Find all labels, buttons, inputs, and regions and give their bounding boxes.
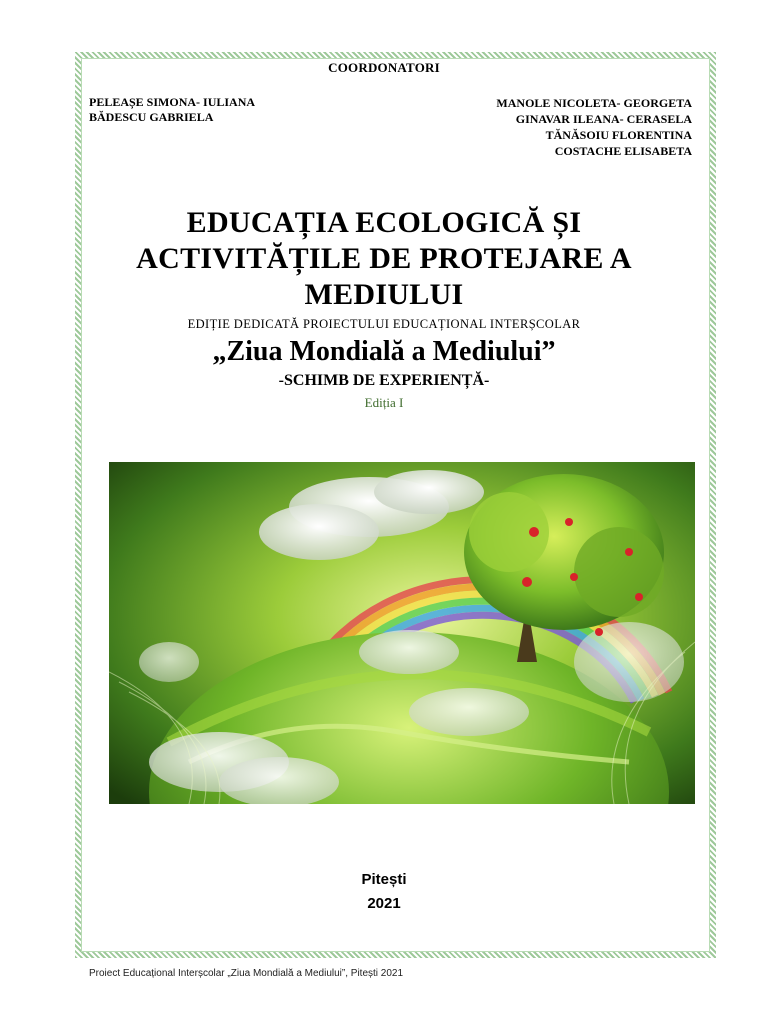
coordinators-heading: COORDONATORI: [328, 60, 440, 75]
city-name: Pitești: [361, 871, 407, 888]
coordinators-right-list: [496, 95, 692, 159]
book-title: [90, 205, 678, 313]
coordinator-name: PELEAȘE SIMONA- IULIANA: [89, 95, 256, 109]
publication-year: 2021: [367, 895, 401, 912]
coordinator-name: BĂDESCU GABRIELA: [89, 110, 214, 124]
earth-tree-rainbow-illustration: [109, 462, 695, 804]
cover-illustration: [109, 462, 695, 804]
exchange-subtitle: -SCHIMB DE EXPERIENȚĂ-: [278, 372, 490, 389]
project-title: „Ziua Mondială a Mediului”: [212, 336, 556, 367]
coordinator-name: MANOLE NICOLETA- GEORGETA: [496, 96, 692, 110]
page-footer: Proiect Educațional Interșcolar „Ziua Mondială a Mediului”, Pitești 2021: [89, 968, 404, 979]
dedication-text: EDIȚIE DEDICATĂ PROIECTULUI EDUCAȚIONAL INTERȘCOLAR: [187, 317, 581, 331]
book-title-line: ACTIVITĂȚILE DE PROTEJARE A: [136, 242, 632, 275]
coordinator-name: TĂNĂSOIU FLORENTINA: [545, 128, 692, 142]
book-title-line: MEDIULUI: [304, 278, 464, 311]
coordinator-name: COSTACHE ELISABETA: [554, 144, 692, 158]
coordinators-left-list: [89, 95, 255, 125]
coordinator-name: GINAVAR ILEANA- CERASELA: [515, 112, 692, 126]
book-title-line: EDUCAȚIA ECOLOGICĂ ȘI: [186, 206, 582, 239]
edition-label: Ediția I: [364, 395, 404, 410]
publication-place: [0, 868, 768, 916]
